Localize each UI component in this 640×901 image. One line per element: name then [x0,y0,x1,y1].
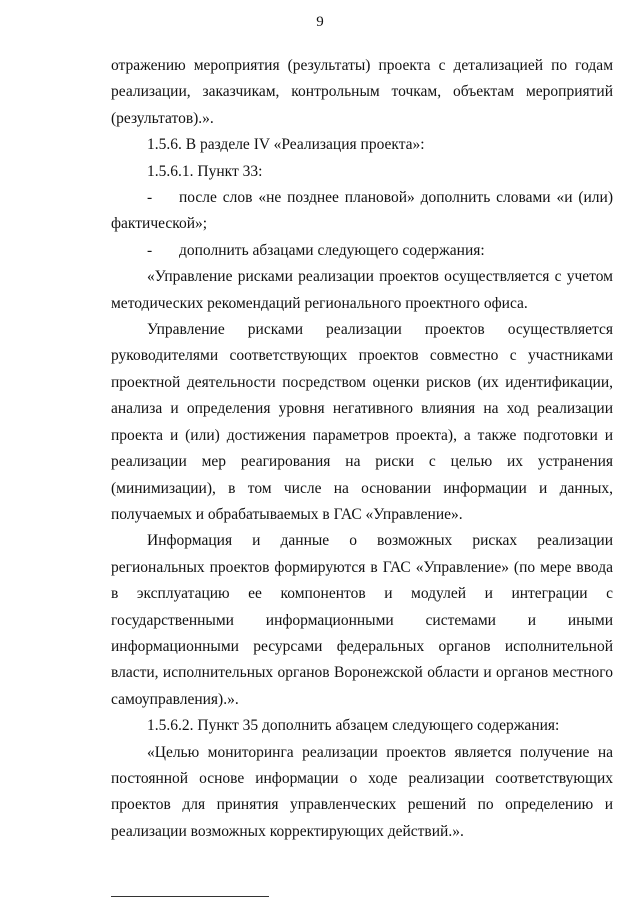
document-body [111,53,613,845]
dash-item-2-text: дополнить абзацами следующего содержания: [179,241,485,259]
page-number: 9 [316,14,324,30]
paragraph-risk-management-detail: Управление рисками реализации проектов осуществляется руководителями соответствующих проектов совместно с участниками проектной деятельности посредством оценки рисков (их идентификации, анализа и определения уровня негативного влияния на ход реализации проекта и (или) достижения параметров проекта), а также подготовки и реализации мер реагирования на риски с целью их устранения (минимизации), в том числе на основании информации и данных, получаемых и обрабатываемых в ГАС «Управление». [111,321,613,523]
dash-item-1-text: после слов «не позднее плановой» дополнить словами «и (или) фактической»; [111,189,613,233]
dash-marker: - [147,241,153,259]
dash-item-2 [111,238,613,264]
dash-item-1 [111,185,613,238]
footnote-divider [111,896,269,897]
dash-marker: - [147,189,153,207]
paragraph-continuation: отражению мероприятия (результаты) проекта с детализацией по годам реализации, заказчикам, контрольным точкам, объектам мероприятий (результатов).». [111,57,613,127]
section-1-5-6-heading: 1.5.6. В разделе IV «Реализация проекта»: [147,136,425,154]
paragraph-risk-management: «Управление рисками реализации проектов осуществляется с учетом методических рекомендаций регионального проектного офиса. [111,268,613,312]
paragraph-risk-information: Информация и данные о возможных рисках реализации региональных проектов формируются в ГАС «Управление» (по мере ввода в эксплуатацию ее компонентов и модулей и интеграции с государственными информационными системами и иными информационными ресурсами федеральных органов исполнительной власти, исполнительных органов Воронежской области и органов местного самоуправления).». [111,532,613,708]
paragraph-monitoring-goal: «Целью мониторинга реализации проектов является получение на постоянной основе информации о ходе реализации соответствующих проектов для принятия управленческих решений по определению и реализации возможных корректирующих действий.». [111,743,613,840]
item-1-5-6-2: 1.5.6.2. Пункт 35 дополнить абзацем следующего содержания: [147,717,560,735]
item-1-5-6-1: 1.5.6.1. Пункт 33: [147,162,263,180]
